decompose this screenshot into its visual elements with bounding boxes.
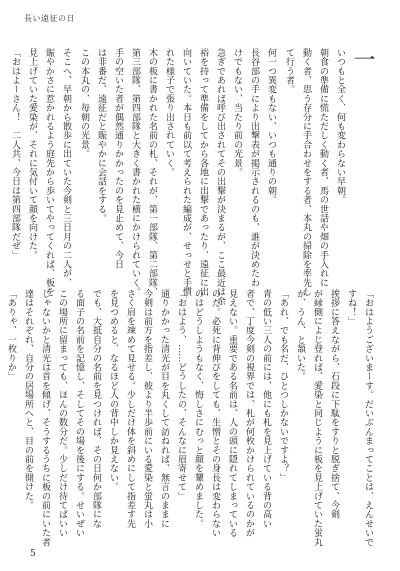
body-line: この場所に留まっても、ほんの数分だ。少しだけ待てばいい — [57, 289, 67, 538]
body-line: 「おはようございまーす。だいぶんまってことは、えんせいで — [363, 289, 373, 547]
body-line: 者で、丁度今剣の視界では、札が何枚かけられているのかが — [244, 289, 254, 538]
body-line: 「おはよう、……どうしたの、そんなに眉寄せて」 — [176, 289, 186, 501]
body-line: そこへ、早朝から散歩に出ていた今剣と三日月の二人が、 — [61, 48, 71, 288]
body-line: でも、大抵自分の名前を見つければ、その日何か部隊にな — [91, 289, 101, 529]
body-line: 朝食の準備に慌ただしく動く者、馬の世話や畑の手入れに — [318, 48, 328, 288]
body-line: 長谷部の手により出撃表が掲示されるのも、誰が決めたわ — [249, 48, 259, 288]
body-line: じゃないかと清光は首を傾げ、そうするうちに板の前にいた者 — [40, 289, 50, 547]
body-line: 通りかかった清光が目を丸くして訪ねれば、無言のままに — [159, 289, 169, 529]
body-line: る面子の名前を記憶し、そしてその場を後にする。せいぜい — [74, 289, 84, 538]
body-line: 「あれ、でも名だ、ひとつしかないですよ？」 — [278, 289, 288, 483]
body-line: 動く者、思う存分に手合わせをする者、本丸の掃除を率先し — [301, 48, 311, 297]
body-line: は非番だ、遠征だと賑やかに会話をする。 — [96, 48, 106, 223]
body-line: て行う者。 — [284, 48, 294, 94]
upper-text-block — [10, 48, 376, 306]
body-line: のだ。必死に背伸びをしても、生憎とその身長は変わらない — [210, 289, 220, 538]
body-line: 木の板に書かれた名前の札、それが、第一部隊、第二部隊、 — [147, 48, 157, 297]
body-line — [0, 289, 2, 529]
body-line: が、うん、と頷いた。 — [295, 289, 305, 381]
body-line: 挨拶に答えながら、石段に下駄をすりと脱ぎ捨て、今剣 — [329, 289, 339, 519]
body-line: 何一つ異変もない、いつも通りの朝。 — [266, 48, 276, 205]
body-line: いつもと全く、何も変わらない早朝。 — [335, 48, 345, 205]
body-line: 第三部隊、第四部隊と大きく書かれた横にかけられていく。 — [130, 48, 140, 297]
body-line: 急ぎであれば呼び出されてその出撃が決まるが、ここ最近は余 — [215, 48, 225, 306]
running-head: 長い遠征の日 — [24, 14, 75, 23]
body-line: さく肩を竦めて見せる。少しだけ体を斜めにして指差す先 — [125, 289, 135, 529]
body-line: 達はそれぞれ、自分の居場所へと、目の前を開けた。 — [23, 289, 33, 510]
body-line: 賑やかさに惹かれるよう庭先から歩いてやってくれば、板を — [44, 48, 54, 297]
body-line: けでもない、当たり前の光景。 — [232, 48, 242, 177]
body-line: 向いていた。本日も前以て考えられた編成が、せっせと手慣 — [181, 48, 191, 297]
body-line: 今剣は前方を指差し、彼より半歩前にいる愛染と蛍丸は小 — [142, 289, 152, 529]
body-line: 見上げていた愛染が、それに気付いて顔を向けた。 — [27, 48, 37, 260]
body-line: この本丸の、毎朝の光景。 — [79, 48, 89, 159]
body-line: のはどうしようもなく、悔しさにむっと顔を顰めました。 — [193, 289, 203, 529]
body-line: 「ありゃ、一枚りか」 — [6, 289, 16, 381]
body-line: 青の低い三人の前には、他にも札を見上げている背の高い — [261, 289, 271, 529]
body-line: を見つめると、なるほど人の背中しか見えない。 — [108, 289, 118, 492]
page-number: 5 — [30, 549, 36, 559]
body-line: 手の空いた者が偶然通りかかったのを見止めて、今日 — [113, 48, 123, 269]
body-line: が縁側によじ登れば、愛染と同じように板を見上げていた蛍丸 — [312, 289, 322, 547]
body-line: すね！」 — [346, 289, 356, 326]
chapter-mark: 一 — [350, 48, 375, 70]
lower-text-block — [6, 289, 376, 547]
body-line: 見えない。重要である名前は、人の頭に隠れてしまっている — [227, 289, 237, 538]
body-line: れた様子で張り出されていく。 — [164, 48, 174, 177]
body-line: 裕を持って準備をしてから各地に出撃であったり、遠征に出 — [198, 48, 208, 297]
body-line: 「おはよーさん！ 二人共、今日は第四部隊だぜ」 — [10, 48, 20, 260]
